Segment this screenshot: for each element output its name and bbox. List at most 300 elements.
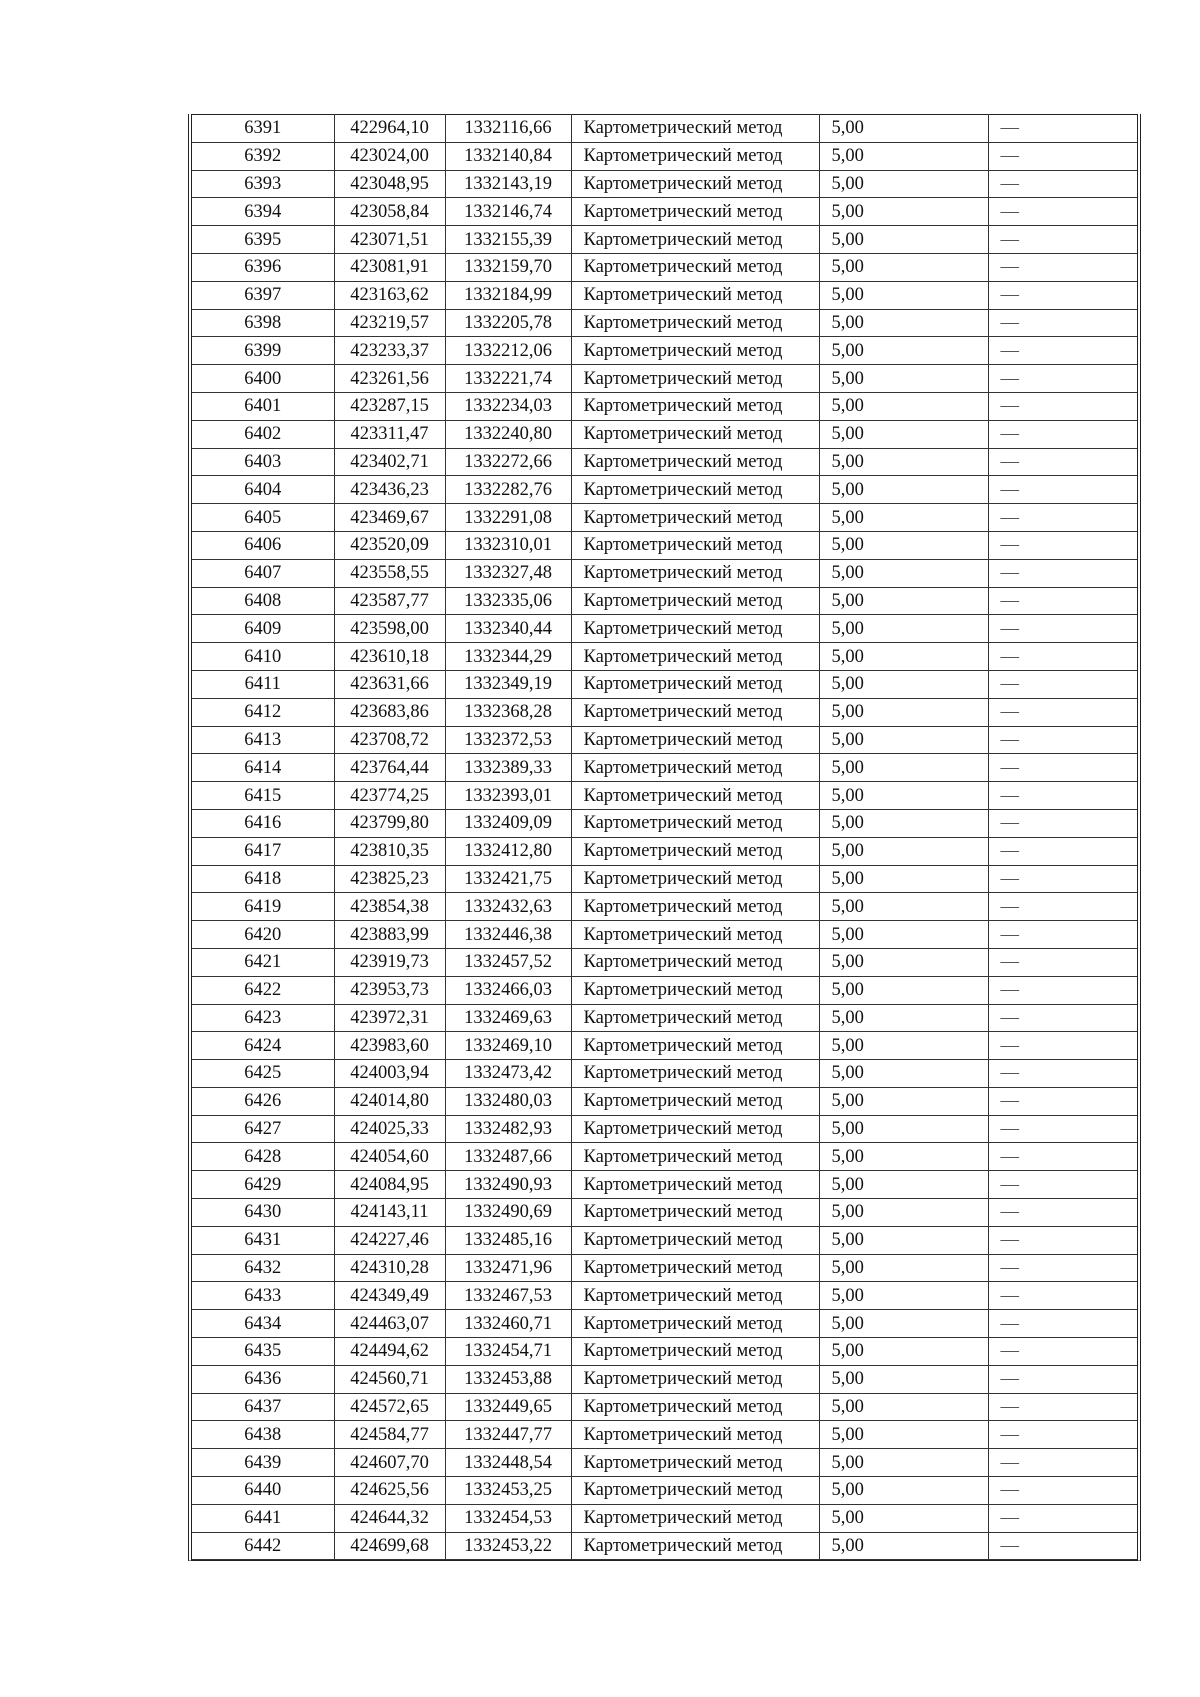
coordinates-table-body	[192, 115, 1137, 1560]
y-coordinate-cell: 1332146,74	[445, 198, 571, 226]
note-cell: —	[988, 1032, 1137, 1060]
point-number-cell: 6413	[192, 726, 334, 754]
note-cell: —	[988, 476, 1137, 504]
accuracy-cell: 5,00	[819, 504, 988, 532]
note-cell: —	[988, 670, 1137, 698]
table-row	[192, 865, 1137, 893]
note-cell: —	[988, 1504, 1137, 1532]
x-coordinate-cell: 423972,31	[334, 1004, 445, 1032]
method-cell: Картометрический метод	[571, 531, 819, 559]
table-row	[192, 1477, 1137, 1505]
point-number-cell: 6412	[192, 698, 334, 726]
point-number-cell: 6437	[192, 1393, 334, 1421]
note-cell: —	[988, 893, 1137, 921]
point-number-cell: 6426	[192, 1087, 334, 1115]
point-number-cell: 6431	[192, 1226, 334, 1254]
x-coordinate-cell: 424560,71	[334, 1365, 445, 1393]
method-cell: Картометрический метод	[571, 1310, 819, 1338]
x-coordinate-cell: 424625,56	[334, 1477, 445, 1505]
y-coordinate-cell: 1332432,63	[445, 893, 571, 921]
table-row	[192, 782, 1137, 810]
y-coordinate-cell: 1332469,10	[445, 1032, 571, 1060]
y-coordinate-cell: 1332490,93	[445, 1171, 571, 1199]
accuracy-cell: 5,00	[819, 615, 988, 643]
table-row	[192, 253, 1137, 281]
y-coordinate-cell: 1332446,38	[445, 921, 571, 949]
x-coordinate-cell: 424227,46	[334, 1226, 445, 1254]
table-row	[192, 1004, 1137, 1032]
note-cell: —	[988, 1365, 1137, 1393]
accuracy-cell: 5,00	[819, 392, 988, 420]
x-coordinate-cell: 423708,72	[334, 726, 445, 754]
note-cell: —	[988, 142, 1137, 170]
table-row	[192, 392, 1137, 420]
note-cell: —	[988, 1199, 1137, 1227]
accuracy-cell: 5,00	[819, 698, 988, 726]
note-cell: —	[988, 1171, 1137, 1199]
note-cell: —	[988, 170, 1137, 198]
table-row	[192, 142, 1137, 170]
note-cell: —	[988, 865, 1137, 893]
x-coordinate-cell: 423311,47	[334, 420, 445, 448]
note-cell: —	[988, 198, 1137, 226]
point-number-cell: 6438	[192, 1421, 334, 1449]
note-cell: —	[988, 392, 1137, 420]
accuracy-cell: 5,00	[819, 1143, 988, 1171]
method-cell: Картометрический метод	[571, 281, 819, 309]
point-number-cell: 6399	[192, 337, 334, 365]
method-cell: Картометрический метод	[571, 1449, 819, 1477]
x-coordinate-cell: 423610,18	[334, 643, 445, 671]
note-cell: —	[988, 226, 1137, 254]
point-number-cell: 6392	[192, 142, 334, 170]
note-cell: —	[988, 1393, 1137, 1421]
note-cell: —	[988, 1310, 1137, 1338]
y-coordinate-cell: 1332448,54	[445, 1449, 571, 1477]
y-coordinate-cell: 1332485,16	[445, 1226, 571, 1254]
point-number-cell: 6407	[192, 559, 334, 587]
method-cell: Картометрический метод	[571, 643, 819, 671]
method-cell: Картометрический метод	[571, 1004, 819, 1032]
point-number-cell: 6398	[192, 309, 334, 337]
table-row	[192, 726, 1137, 754]
note-cell: —	[988, 337, 1137, 365]
method-cell: Картометрический метод	[571, 782, 819, 810]
accuracy-cell: 5,00	[819, 670, 988, 698]
method-cell: Картометрический метод	[571, 1365, 819, 1393]
x-coordinate-cell: 423764,44	[334, 754, 445, 782]
x-coordinate-cell: 424584,77	[334, 1421, 445, 1449]
table-row	[192, 1421, 1137, 1449]
x-coordinate-cell: 423883,99	[334, 921, 445, 949]
accuracy-cell: 5,00	[819, 420, 988, 448]
method-cell: Картометрический метод	[571, 1504, 819, 1532]
table-row	[192, 1032, 1137, 1060]
accuracy-cell: 5,00	[819, 976, 988, 1004]
x-coordinate-cell: 424025,33	[334, 1115, 445, 1143]
accuracy-cell: 5,00	[819, 448, 988, 476]
y-coordinate-cell: 1332466,03	[445, 976, 571, 1004]
method-cell: Картометрический метод	[571, 170, 819, 198]
point-number-cell: 6391	[192, 115, 334, 143]
y-coordinate-cell: 1332327,48	[445, 559, 571, 587]
method-cell: Картометрический метод	[571, 1254, 819, 1282]
method-cell: Картометрический метод	[571, 1143, 819, 1171]
method-cell: Картометрический метод	[571, 420, 819, 448]
table-row	[192, 531, 1137, 559]
x-coordinate-cell: 423163,62	[334, 281, 445, 309]
note-cell: —	[988, 1449, 1137, 1477]
table-row	[192, 281, 1137, 309]
y-coordinate-cell: 1332159,70	[445, 253, 571, 281]
accuracy-cell: 5,00	[819, 198, 988, 226]
note-cell: —	[988, 754, 1137, 782]
point-number-cell: 6415	[192, 782, 334, 810]
table-row	[192, 1254, 1137, 1282]
y-coordinate-cell: 1332340,44	[445, 615, 571, 643]
accuracy-cell: 5,00	[819, 226, 988, 254]
y-coordinate-cell: 1332473,42	[445, 1060, 571, 1088]
x-coordinate-cell: 423261,56	[334, 365, 445, 393]
y-coordinate-cell: 1332140,84	[445, 142, 571, 170]
y-coordinate-cell: 1332453,22	[445, 1532, 571, 1560]
y-coordinate-cell: 1332454,71	[445, 1338, 571, 1366]
x-coordinate-cell: 423825,23	[334, 865, 445, 893]
point-number-cell: 6400	[192, 365, 334, 393]
method-cell: Картометрический метод	[571, 1199, 819, 1227]
point-number-cell: 6427	[192, 1115, 334, 1143]
table-row	[192, 1171, 1137, 1199]
table-row	[192, 1087, 1137, 1115]
note-cell: —	[988, 587, 1137, 615]
x-coordinate-cell: 423436,23	[334, 476, 445, 504]
accuracy-cell: 5,00	[819, 337, 988, 365]
x-coordinate-cell: 423219,57	[334, 309, 445, 337]
x-coordinate-cell: 424084,95	[334, 1171, 445, 1199]
x-coordinate-cell: 424014,80	[334, 1087, 445, 1115]
table-row	[192, 420, 1137, 448]
method-cell: Картометрический метод	[571, 1087, 819, 1115]
point-number-cell: 6411	[192, 670, 334, 698]
accuracy-cell: 5,00	[819, 865, 988, 893]
x-coordinate-cell: 423587,77	[334, 587, 445, 615]
method-cell: Картометрический метод	[571, 1393, 819, 1421]
accuracy-cell: 5,00	[819, 1449, 988, 1477]
y-coordinate-cell: 1332272,66	[445, 448, 571, 476]
accuracy-cell: 5,00	[819, 1171, 988, 1199]
accuracy-cell: 5,00	[819, 948, 988, 976]
accuracy-cell: 5,00	[819, 170, 988, 198]
point-number-cell: 6442	[192, 1532, 334, 1560]
x-coordinate-cell: 424644,32	[334, 1504, 445, 1532]
method-cell: Картометрический метод	[571, 337, 819, 365]
table-row	[192, 1449, 1137, 1477]
method-cell: Картометрический метод	[571, 115, 819, 143]
accuracy-cell: 5,00	[819, 476, 988, 504]
point-number-cell: 6430	[192, 1199, 334, 1227]
x-coordinate-cell: 424699,68	[334, 1532, 445, 1560]
method-cell: Картометрический метод	[571, 893, 819, 921]
table-row	[192, 1504, 1137, 1532]
table-row	[192, 476, 1137, 504]
table-row	[192, 1143, 1137, 1171]
table-row	[192, 1365, 1137, 1393]
accuracy-cell: 5,00	[819, 1477, 988, 1505]
x-coordinate-cell: 423469,67	[334, 504, 445, 532]
point-number-cell: 6424	[192, 1032, 334, 1060]
accuracy-cell: 5,00	[819, 115, 988, 143]
point-number-cell: 6436	[192, 1365, 334, 1393]
method-cell: Картометрический метод	[571, 809, 819, 837]
y-coordinate-cell: 1332143,19	[445, 170, 571, 198]
note-cell: —	[988, 309, 1137, 337]
method-cell: Картометрический метод	[571, 1171, 819, 1199]
accuracy-cell: 5,00	[819, 782, 988, 810]
y-coordinate-cell: 1332240,80	[445, 420, 571, 448]
method-cell: Картометрический метод	[571, 948, 819, 976]
method-cell: Картометрический метод	[571, 392, 819, 420]
accuracy-cell: 5,00	[819, 365, 988, 393]
method-cell: Картометрический метод	[571, 837, 819, 865]
note-cell: —	[988, 782, 1137, 810]
x-coordinate-cell: 423402,71	[334, 448, 445, 476]
note-cell: —	[988, 365, 1137, 393]
note-cell: —	[988, 1226, 1137, 1254]
accuracy-cell: 5,00	[819, 726, 988, 754]
y-coordinate-cell: 1332449,65	[445, 1393, 571, 1421]
note-cell: —	[988, 448, 1137, 476]
point-number-cell: 6405	[192, 504, 334, 532]
x-coordinate-cell: 423558,55	[334, 559, 445, 587]
table-row	[192, 309, 1137, 337]
method-cell: Картометрический метод	[571, 1032, 819, 1060]
note-cell: —	[988, 698, 1137, 726]
y-coordinate-cell: 1332184,99	[445, 281, 571, 309]
accuracy-cell: 5,00	[819, 1504, 988, 1532]
accuracy-cell: 5,00	[819, 809, 988, 837]
table-row	[192, 754, 1137, 782]
y-coordinate-cell: 1332453,88	[445, 1365, 571, 1393]
point-number-cell: 6425	[192, 1060, 334, 1088]
x-coordinate-cell: 424572,65	[334, 1393, 445, 1421]
y-coordinate-cell: 1332454,53	[445, 1504, 571, 1532]
note-cell: —	[988, 1060, 1137, 1088]
accuracy-cell: 5,00	[819, 1060, 988, 1088]
table-row	[192, 115, 1137, 143]
point-number-cell: 6423	[192, 1004, 334, 1032]
table-row	[192, 948, 1137, 976]
x-coordinate-cell: 423287,15	[334, 392, 445, 420]
method-cell: Картометрический метод	[571, 1338, 819, 1366]
y-coordinate-cell: 1332335,06	[445, 587, 571, 615]
point-number-cell: 6441	[192, 1504, 334, 1532]
note-cell: —	[988, 837, 1137, 865]
accuracy-cell: 5,00	[819, 559, 988, 587]
accuracy-cell: 5,00	[819, 1310, 988, 1338]
note-cell: —	[988, 809, 1137, 837]
table-row	[192, 1282, 1137, 1310]
accuracy-cell: 5,00	[819, 1004, 988, 1032]
point-number-cell: 6402	[192, 420, 334, 448]
x-coordinate-cell: 423854,38	[334, 893, 445, 921]
point-number-cell: 6421	[192, 948, 334, 976]
accuracy-cell: 5,00	[819, 309, 988, 337]
table-row	[192, 170, 1137, 198]
y-coordinate-cell: 1332482,93	[445, 1115, 571, 1143]
table-row	[192, 587, 1137, 615]
x-coordinate-cell: 424003,94	[334, 1060, 445, 1088]
point-number-cell: 6408	[192, 587, 334, 615]
x-coordinate-cell: 424143,11	[334, 1199, 445, 1227]
accuracy-cell: 5,00	[819, 1365, 988, 1393]
point-number-cell: 6404	[192, 476, 334, 504]
method-cell: Картометрический метод	[571, 1421, 819, 1449]
x-coordinate-cell: 423683,86	[334, 698, 445, 726]
note-cell: —	[988, 115, 1137, 143]
x-coordinate-cell: 423233,37	[334, 337, 445, 365]
method-cell: Картометрический метод	[571, 615, 819, 643]
y-coordinate-cell: 1332368,28	[445, 698, 571, 726]
table-row	[192, 1115, 1137, 1143]
point-number-cell: 6420	[192, 921, 334, 949]
note-cell: —	[988, 948, 1137, 976]
note-cell: —	[988, 253, 1137, 281]
x-coordinate-cell: 423919,73	[334, 948, 445, 976]
accuracy-cell: 5,00	[819, 1087, 988, 1115]
point-number-cell: 6418	[192, 865, 334, 893]
accuracy-cell: 5,00	[819, 142, 988, 170]
table-row	[192, 837, 1137, 865]
note-cell: —	[988, 504, 1137, 532]
point-number-cell: 6410	[192, 643, 334, 671]
accuracy-cell: 5,00	[819, 1532, 988, 1560]
table-row	[192, 809, 1137, 837]
note-cell: —	[988, 531, 1137, 559]
table-row	[192, 1060, 1137, 1088]
method-cell: Картометрический метод	[571, 448, 819, 476]
point-number-cell: 6395	[192, 226, 334, 254]
table-row	[192, 198, 1137, 226]
point-number-cell: 6428	[192, 1143, 334, 1171]
x-coordinate-cell: 424494,62	[334, 1338, 445, 1366]
point-number-cell: 6419	[192, 893, 334, 921]
table-row	[192, 615, 1137, 643]
accuracy-cell: 5,00	[819, 1421, 988, 1449]
method-cell: Картометрический метод	[571, 1532, 819, 1560]
table-row	[192, 1338, 1137, 1366]
y-coordinate-cell: 1332344,29	[445, 643, 571, 671]
y-coordinate-cell: 1332447,77	[445, 1421, 571, 1449]
method-cell: Картометрический метод	[571, 726, 819, 754]
table-row	[192, 1310, 1137, 1338]
y-coordinate-cell: 1332469,63	[445, 1004, 571, 1032]
method-cell: Картометрический метод	[571, 559, 819, 587]
x-coordinate-cell: 423520,09	[334, 531, 445, 559]
y-coordinate-cell: 1332310,01	[445, 531, 571, 559]
x-coordinate-cell: 423810,35	[334, 837, 445, 865]
x-coordinate-cell: 422964,10	[334, 115, 445, 143]
table-row	[192, 921, 1137, 949]
method-cell: Картометрический метод	[571, 226, 819, 254]
point-number-cell: 6432	[192, 1254, 334, 1282]
table-row	[192, 1532, 1137, 1560]
point-number-cell: 6397	[192, 281, 334, 309]
method-cell: Картометрический метод	[571, 142, 819, 170]
accuracy-cell: 5,00	[819, 837, 988, 865]
note-cell: —	[988, 976, 1137, 1004]
method-cell: Картометрический метод	[571, 198, 819, 226]
x-coordinate-cell: 423071,51	[334, 226, 445, 254]
coordinates-table	[192, 114, 1137, 1560]
method-cell: Картометрический метод	[571, 504, 819, 532]
point-number-cell: 6403	[192, 448, 334, 476]
method-cell: Картометрический метод	[571, 1226, 819, 1254]
table-row	[192, 337, 1137, 365]
accuracy-cell: 5,00	[819, 1282, 988, 1310]
point-number-cell: 6393	[192, 170, 334, 198]
note-cell: —	[988, 726, 1137, 754]
point-number-cell: 6416	[192, 809, 334, 837]
note-cell: —	[988, 1338, 1137, 1366]
coordinates-table-frame	[188, 114, 1141, 1561]
x-coordinate-cell: 424463,07	[334, 1310, 445, 1338]
table-row	[192, 643, 1137, 671]
y-coordinate-cell: 1332421,75	[445, 865, 571, 893]
y-coordinate-cell: 1332393,01	[445, 782, 571, 810]
y-coordinate-cell: 1332389,33	[445, 754, 571, 782]
accuracy-cell: 5,00	[819, 1115, 988, 1143]
point-number-cell: 6406	[192, 531, 334, 559]
table-row	[192, 559, 1137, 587]
y-coordinate-cell: 1332453,25	[445, 1477, 571, 1505]
x-coordinate-cell: 423953,73	[334, 976, 445, 1004]
y-coordinate-cell: 1332471,96	[445, 1254, 571, 1282]
method-cell: Картометрический метод	[571, 754, 819, 782]
x-coordinate-cell: 423598,00	[334, 615, 445, 643]
x-coordinate-cell: 423799,80	[334, 809, 445, 837]
accuracy-cell: 5,00	[819, 921, 988, 949]
y-coordinate-cell: 1332480,03	[445, 1087, 571, 1115]
point-number-cell: 6394	[192, 198, 334, 226]
y-coordinate-cell: 1332490,69	[445, 1199, 571, 1227]
table-row	[192, 976, 1137, 1004]
point-number-cell: 6433	[192, 1282, 334, 1310]
note-cell: —	[988, 559, 1137, 587]
point-number-cell: 6414	[192, 754, 334, 782]
table-row	[192, 226, 1137, 254]
accuracy-cell: 5,00	[819, 253, 988, 281]
y-coordinate-cell: 1332372,53	[445, 726, 571, 754]
x-coordinate-cell: 424607,70	[334, 1449, 445, 1477]
y-coordinate-cell: 1332457,52	[445, 948, 571, 976]
y-coordinate-cell: 1332234,03	[445, 392, 571, 420]
x-coordinate-cell: 423983,60	[334, 1032, 445, 1060]
accuracy-cell: 5,00	[819, 281, 988, 309]
point-number-cell: 6434	[192, 1310, 334, 1338]
x-coordinate-cell: 423081,91	[334, 253, 445, 281]
y-coordinate-cell: 1332155,39	[445, 226, 571, 254]
y-coordinate-cell: 1332205,78	[445, 309, 571, 337]
note-cell: —	[988, 1532, 1137, 1560]
y-coordinate-cell: 1332221,74	[445, 365, 571, 393]
note-cell: —	[988, 1115, 1137, 1143]
note-cell: —	[988, 281, 1137, 309]
note-cell: —	[988, 615, 1137, 643]
x-coordinate-cell: 423774,25	[334, 782, 445, 810]
accuracy-cell: 5,00	[819, 893, 988, 921]
point-number-cell: 6401	[192, 392, 334, 420]
note-cell: —	[988, 1087, 1137, 1115]
